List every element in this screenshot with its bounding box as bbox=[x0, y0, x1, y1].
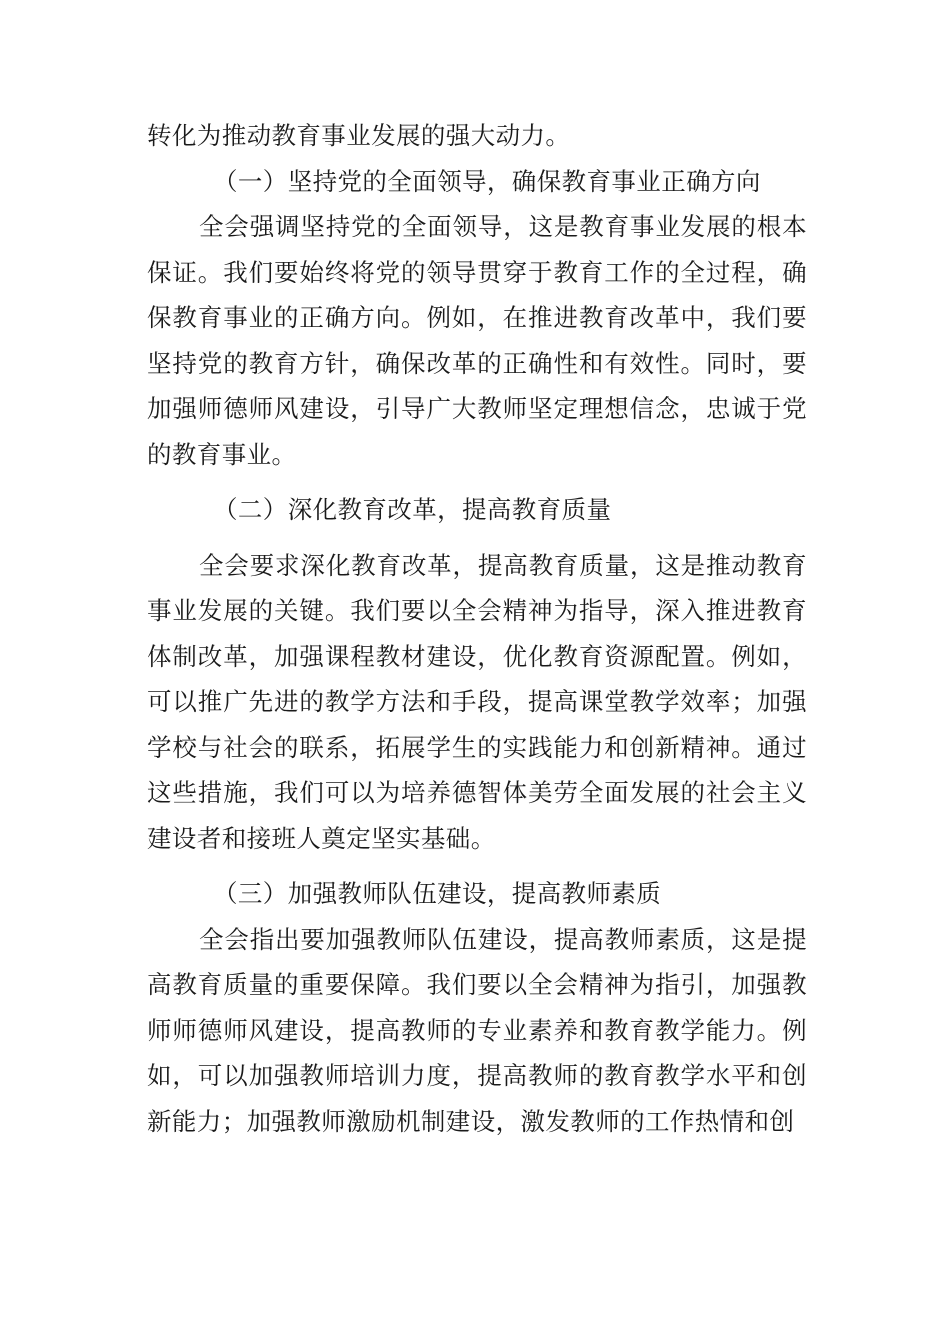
continuation-line: 转化为推动教育事业发展的强大动力。 bbox=[147, 121, 571, 150]
section-1-paragraph: 全会强调坚持党的全面领导，这是教育事业发展的根本保证。我们要始终将党的领导贯穿于教育工作的全过程，确保教育事业的正确方向。例如，在推进教育改革中，我们要坚持党的教育方针，确保改革的正确性和有效性。同时，要加强师德师风建设，引导广大教师坚定理想信念，忠诚于党的教育事业。 bbox=[147, 212, 807, 469]
section-2-heading: （二）深化教育改革，提高教育质量 bbox=[213, 495, 612, 524]
section-3-heading: （三）加强教师队伍建设，提高教师素质 bbox=[213, 879, 662, 908]
section-1-heading: （一）坚持党的全面领导，确保教育事业正确方向 bbox=[213, 166, 761, 196]
section-3-paragraph: 全会指出要加强教师队伍建设，提高教师素质，这是提高教育质量的重要保障。我们要以全会精神为指引，加强教师师德师风建设，提高教师的专业素养和教育教学能力。例如，可以加强教师培训力度，提高教师的教育教学水平和创新能力；加强教师激励机制建设，激发教师的工作热情和创 bbox=[147, 924, 807, 1136]
section-2-paragraph: 全会要求深化教育改革，提高教育质量，这是推动教育事业发展的关键。我们要以全会精神为指导，深入推进教育体制改革，加强课程教材建设，优化教育资源配置。例如，可以推广先进的教学方法和手段，提高课堂教学效率；加强学校与社会的联系，拓展学生的实践能力和创新精神。通过这些措施，我们可以为培养德智体美劳全面发展的社会主义建设者和接班人奠定坚实基础。 bbox=[147, 550, 807, 853]
document-body bbox=[147, 113, 807, 1144]
